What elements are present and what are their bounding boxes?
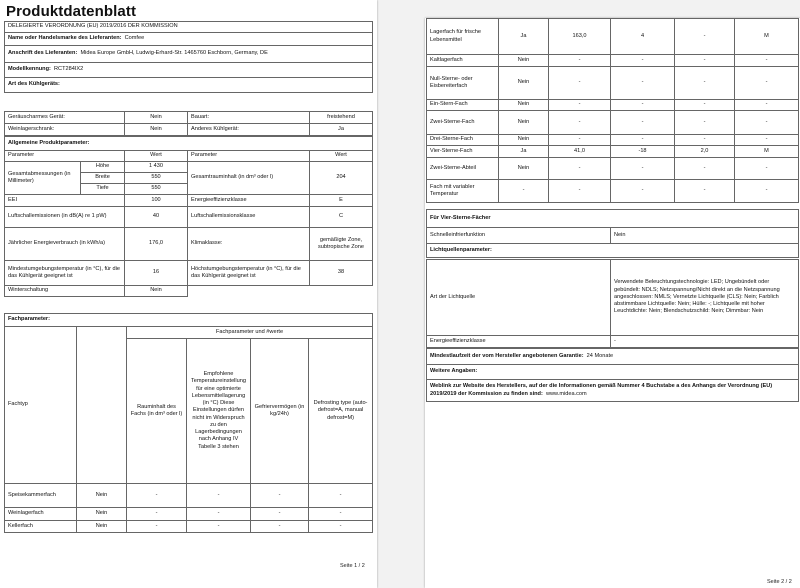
manufacturer-website-link[interactable]: www.midea.com xyxy=(545,390,587,397)
value-header-2: Wert xyxy=(310,151,373,162)
max-temp-value: 38 xyxy=(310,261,373,286)
col-temp-header: Empfohlene Temperatureinstellung für eine optimierte Lebensmittellagerung (in °C) Diese Einstellungen dürfen nicht im Widerspruch zu den Lagerbedingungen nach Anhang IV Tabelle 3 stehen xyxy=(187,339,251,484)
compartment-group-header: Fachparameter und #werte xyxy=(127,327,373,339)
energy-class-value: E xyxy=(310,195,373,207)
light-energy-class-label: Energieeffizienzklasse xyxy=(427,336,611,348)
dimensions-label: Gesamtabmessungen (in Millimeter) xyxy=(5,162,81,195)
depth-label: Tiefe xyxy=(81,184,125,195)
table-row: Zwei-Sterne-Fach Nein - - - - xyxy=(427,111,799,135)
light-type-value: Verwendete Beleuchtungstechnologie: LED; Ungebündelt oder gebündelt: NDLS; Netzspannung/Nicht direkt an die Netzspannung angeschlossen: NMLS; Vernetzte Lichtquelle (CLS): Nein; Farblich abstimmbare Lichtquelle: Nein; Hülle: -; Lichtquelle mit hoher Leuchtdichte: Nein; Blendschutzschild: Nein; Dimmbar: Nein xyxy=(611,260,799,336)
winter-switch-value: Nein xyxy=(125,286,188,297)
compartment-table-continued xyxy=(426,18,799,203)
wine-cabinet-label: Weinlagerschrank: xyxy=(5,124,125,136)
max-temp-label: Höchstumgebungstemperatur (in °C), für die das Kühlgerät geeignet ist xyxy=(188,261,310,286)
eei-label: EEI xyxy=(5,195,125,207)
table-row: Lagerfach für frische Lebensmittel Ja 163,0 4 - M xyxy=(427,19,799,55)
table-row: Vier-Sterne-Fach Ja 41,0 -18 2,0 M xyxy=(427,146,799,158)
light-energy-class-value: - xyxy=(611,336,799,348)
height-label: Höhe xyxy=(81,162,125,173)
table-row: Weinlagerfach Nein - - - - xyxy=(5,508,373,521)
col-defrost-header: Defrosting type (auto-defrost=A, manual defrost=M) xyxy=(309,339,373,484)
volume-label: Gesamtrauminhalt (in dm³ oder l) xyxy=(188,162,310,195)
winter-switch-label: Winterschaltung xyxy=(5,286,125,297)
climate-class-value: gemäßigte Zone, subtropische Zone xyxy=(310,228,373,261)
noise-label: Luftschallemissionen (in dB(A) re 1 pW) xyxy=(5,207,125,228)
col-freeze-header: Gefriervermögen (in kg/24h) xyxy=(251,339,309,484)
table-row: Zwei-Sterne-Abteil Nein - - - - xyxy=(427,158,799,180)
width-label: Breite xyxy=(81,173,125,184)
noise-value: 40 xyxy=(125,207,188,228)
width-value: 550 xyxy=(125,173,188,184)
volume-value: 204 xyxy=(310,162,373,195)
table-row: Ein-Stern-Fach Nein - - - - xyxy=(427,100,799,111)
table-row: Kaltlagerfach Nein - - - - xyxy=(427,55,799,67)
datasheet-page-2 xyxy=(425,18,800,588)
page-number: Seite 2 / 2 xyxy=(767,579,792,585)
other-appliance-label: Anderes Kühlgerät: xyxy=(188,124,310,136)
appliance-type-table xyxy=(4,111,373,136)
table-row: Drei-Sterne-Fach Nein - - - - xyxy=(427,135,799,146)
header-table xyxy=(4,21,373,93)
eei-value: 100 xyxy=(125,195,188,207)
further-info-heading: Weitere Angaben: xyxy=(427,365,799,380)
weblink-row: Weblink zur Website des Herstellers, auf der die Informationen gemäß Nummer 4 Buchstabe a des Anhangs der Verordnung (EU) 2019/2019 der Kommission zu finden sind: www.midea.com xyxy=(427,380,799,402)
noise-class-value: C xyxy=(310,207,373,228)
light-source-table xyxy=(426,259,799,348)
low-noise-value: Nein xyxy=(125,112,188,124)
light-source-heading: Lichtquellenparameter: xyxy=(427,244,799,258)
noise-class-label: Luftschallemissionsklasse xyxy=(188,207,310,228)
fachtyp-label: Fachtyp xyxy=(5,327,77,484)
wine-cabinet-value: Nein xyxy=(125,124,188,136)
general-heading: Allgemeine Produktparameter: xyxy=(5,137,373,151)
appliance-type-heading: Art des Kühlgeräts: xyxy=(5,78,373,93)
four-star-heading: Für Vier-Sterne-Fächer xyxy=(427,210,799,228)
table-row: Fach mit variabler Temperatur - - - - - xyxy=(427,180,799,203)
quick-freeze-value: Nein xyxy=(611,228,799,244)
warranty-row: Mindestlaufzeit der vom Hersteller angebotenen Garantie: 24 Monate xyxy=(427,349,799,365)
light-type-label: Art der Lichtquelle xyxy=(427,260,611,336)
compartment-table xyxy=(4,313,373,533)
annual-energy-label: Jährlicher Energieverbrauch (in kWh/a) xyxy=(5,228,125,261)
value-header: Wert xyxy=(125,151,188,162)
supplier-name-row: Name oder Handelsmarke des Lieferanten: Comfee xyxy=(5,33,373,46)
further-info-table xyxy=(426,348,799,402)
supplier-address-row: Anschrift des Lieferanten: Midea Europe GmbH, Ludwig-Erhard-Str. 1465760 Eschborn, Germany, DE xyxy=(5,46,373,63)
climate-class-label: Klimaklasse: xyxy=(188,228,310,261)
height-value: 1 430 xyxy=(125,162,188,173)
design-label: Bauart: xyxy=(188,112,310,124)
low-noise-label: Geräuscharmes Gerät: xyxy=(5,112,125,124)
page-title: Produktdatenblatt xyxy=(6,3,137,20)
param-header: Parameter xyxy=(5,151,125,162)
table-row: Speisekammerfach Nein - - - - xyxy=(5,484,373,508)
four-star-table xyxy=(426,209,799,258)
depth-value: 550 xyxy=(125,184,188,195)
table-row: Null-Sterne- oder Eisbereiterfach Nein - - - - xyxy=(427,67,799,100)
min-temp-label: Mindestumgebungstemperatur (in °C), für die das Kühlgerät geeignet ist xyxy=(5,261,125,286)
compartment-heading: Fachparameter: xyxy=(5,314,373,327)
page-number: Seite 1 / 2 xyxy=(340,563,365,569)
energy-class-label: Energieeffizienzklasse xyxy=(188,195,310,207)
table-row: Kellerfach Nein - - - - xyxy=(5,521,373,533)
regulation-text: DELEGIERTE VERORDNUNG (EU) 2019/2016 DER KOMMISSION xyxy=(5,22,373,33)
model-row: Modellkennung: RCT284IX2 xyxy=(5,63,373,78)
annual-energy-value: 176,0 xyxy=(125,228,188,261)
col-volume-header: Rauminhalt des Fachs (in dm³ oder l) xyxy=(127,339,187,484)
general-params-table xyxy=(4,136,373,297)
other-appliance-value: Ja xyxy=(310,124,373,136)
min-temp-value: 16 xyxy=(125,261,188,286)
quick-freeze-label: Schnelleinfrierfunktion xyxy=(427,228,611,244)
datasheet-page-1 xyxy=(0,0,377,588)
design-value: freistehend xyxy=(310,112,373,124)
param-header-2: Parameter xyxy=(188,151,310,162)
